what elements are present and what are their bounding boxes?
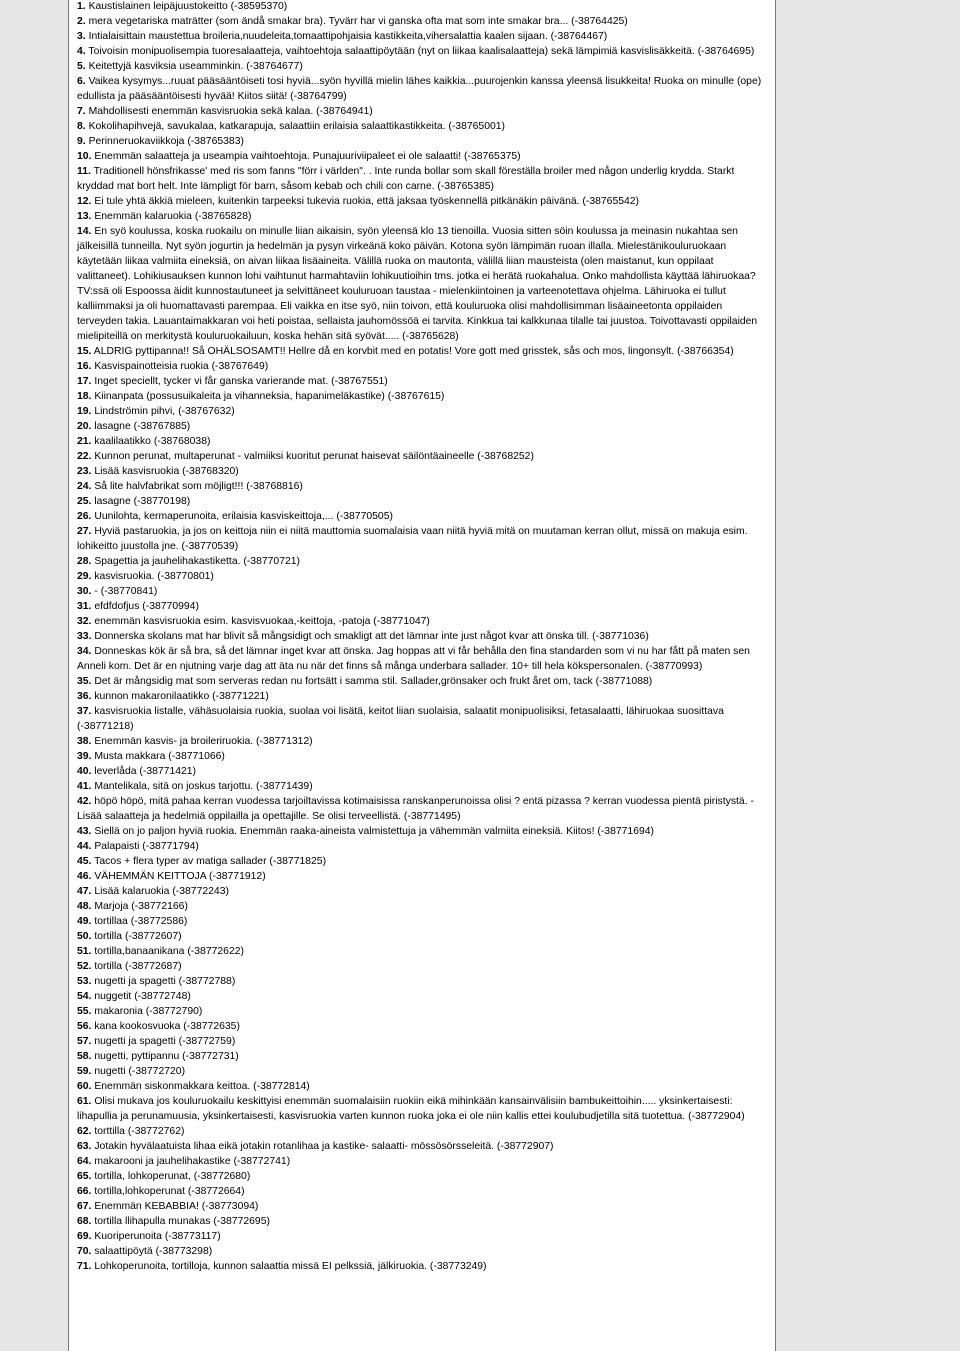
list-item — [77, 599, 767, 614]
item-number: 39. — [77, 751, 92, 762]
item-number: 5. — [77, 61, 86, 72]
item-text: Donneskas kök är så bra, så det lämnar inget kvar att önska. Jag hoppas att vi får behålla den fina standarden som vi nu har fått på maten sen Anneli kom. Det är en njutning varje dag att äta nu när det finns så många underbara sallader. 10+ till hela kökspersonalen. (-38770993) — [77, 646, 750, 672]
item-number: 49. — [77, 916, 92, 927]
item-text: Vaikea kysymys...ruuat pääsääntöiseti tosi hyviä...syön hyvillä mielin lähes kaikkia...puurojenkin kanssa yleensä lisukkeita! Ruoka on minulle (ope) edullista ja pääsääntöisesti hyvää! Kiitos siitä! (-38764799) — [77, 76, 762, 102]
item-text: Kuoriperunoita (-38773117) — [94, 1231, 221, 1242]
list-item — [77, 524, 767, 554]
list-item — [77, 194, 767, 209]
item-number: 59. — [77, 1066, 92, 1077]
list-item — [77, 749, 767, 764]
item-text: nugetti (-38772720) — [94, 1066, 186, 1077]
item-number: 24. — [77, 481, 92, 492]
item-number: 46. — [77, 871, 92, 882]
list-item — [77, 374, 767, 389]
item-number: 7. — [77, 106, 86, 117]
item-number: 1. — [77, 1, 86, 12]
list-item — [77, 854, 767, 869]
item-text: Intialaisittain maustettua broileria,nuudeleita,tomaattipohjaisia kastikkeita,vihersalattia kaalen sijaan. (-38764467) — [88, 31, 608, 42]
list-item — [77, 1154, 767, 1169]
item-text: tortilla, lohkoperunat, (-38772680) — [94, 1171, 251, 1182]
list-item — [77, 644, 767, 674]
list-item — [77, 1094, 767, 1124]
list-item — [77, 734, 767, 749]
list-item — [77, 509, 767, 524]
item-text: Kaustislainen leipäjuustokeitto (-38595370) — [88, 1, 288, 12]
item-text: En syö koulussa, koska ruokailu on minulle liian aikaisin, syön yleensä klo 13 tienoilla. Vuosia sitten söin koulussa ja meinasin nukahtaa sen jälkeisillä tunneilla. Nyt syön jogurtin ja hedelmän ja pysyn virkeänä koko päivän. Kotona syön lämpimän ruoan illalla. Mielestänikouluruokaan käytetään liikaa valmiita eineksiä, on aivan liikaa lisäaineita. Välillä ruoka on mautonta, välillä liian mausteista (olen maistanut, kun oppilaat valittaneet). Lohikiusauksen kunnon lohi vaihtunut harmahtaviin lohikuutioihin tms. jotka ei herätä ruokahalua. Onko mahdollista käyttää lähiruokaa? TV:ssä oli Espoossa äidit kunnostautuneet ja selvittäneet kouluruoan taustaa - mielenkiintoinen ja varteenotettava ohjelma. Lähiruoka ei tullut kalliimmaksi ja oli huomattavasti parempaa. Eli vaikka en itse syö, niin toivon, että kouluruoka olisi mahdollisimman lisäaineetonta oppilaiden terveyden takia. Lauantaimakkaran voi heti poistaa, sellaista jauhomössöä ei tarvita. Kinkkua tai kalkkunaa tilalle tai juustoa. Toivottavasti oppilaiden mielipiteillä on merkitystä kouluruokailuun, koska hehän sitä syövät..... (-38765628) — [77, 226, 758, 342]
list-item — [77, 209, 767, 224]
item-text: Kasvispainotteisia ruokia (-38767649) — [94, 361, 269, 372]
item-text: tortilla,banaanikana (-38772622) — [94, 946, 244, 957]
item-number: 66. — [77, 1186, 92, 1197]
item-number: 20. — [77, 421, 92, 432]
list-item — [77, 1199, 767, 1214]
list-item — [77, 404, 767, 419]
list-item — [77, 224, 767, 344]
item-text: kana kookosvuoka (-38772635) — [94, 1021, 240, 1032]
item-text: leverlåda (-38771421) — [94, 766, 197, 777]
list-item — [77, 1049, 767, 1064]
list-item — [77, 1184, 767, 1199]
item-number: 48. — [77, 901, 92, 912]
item-text: - (-38770841) — [94, 586, 158, 597]
item-number: 47. — [77, 886, 92, 897]
list-item — [77, 554, 767, 569]
item-number: 40. — [77, 766, 92, 777]
list-item — [77, 149, 767, 164]
item-text: Kiinanpata (possusuikaleita ja vihanneksia, hapanimeläkastike) (-38767615) — [94, 391, 445, 402]
item-text: Palapaisti (-38771794) — [94, 841, 199, 852]
item-number: 56. — [77, 1021, 92, 1032]
item-number: 68. — [77, 1216, 92, 1227]
item-number: 70. — [77, 1246, 92, 1257]
list-item — [77, 59, 767, 74]
item-text: Lindströmin pihvi, (-38767632) — [94, 406, 235, 417]
item-number: 22. — [77, 451, 92, 462]
item-number: 64. — [77, 1156, 92, 1167]
item-text: lasagne (-38767885) — [94, 421, 191, 432]
item-number: 55. — [77, 1006, 92, 1017]
list-item — [77, 944, 767, 959]
list-item — [77, 794, 767, 824]
list-item — [77, 1064, 767, 1079]
item-number: 13. — [77, 211, 92, 222]
list-item — [77, 584, 767, 599]
item-number: 14. — [77, 226, 92, 237]
item-text: Ei tule yhtä äkkiä mieleen, kuitenkin tarpeeksi tukevia ruokia, että jaksaa työskennellä pitkänäkin päivänä. (-38765542) — [94, 196, 640, 207]
list-item — [77, 164, 767, 194]
list-item — [77, 614, 767, 629]
item-number: 23. — [77, 466, 92, 477]
item-text: Uunilohta, kermaperunoita, erilaisia kasviskeittoja,... (-38770505) — [94, 511, 393, 522]
item-text: Mahdollisesti enemmän kasvisruokia sekä kalaa. (-38764941) — [88, 106, 373, 117]
item-number: 71. — [77, 1261, 92, 1272]
item-number: 61. — [77, 1096, 92, 1107]
item-text: Toivoisin monipuolisempia tuoresalaatteja, vaihtoehtoja salaattipöytään (nyt on liikaa kaalisalaatteja) sekä lämpimiä kasvislisäkkeitä. (-38764695) — [88, 46, 755, 57]
list-item — [77, 764, 767, 779]
list-item — [77, 494, 767, 509]
item-number: 36. — [77, 691, 92, 702]
response-list — [77, 0, 767, 1274]
list-item — [77, 1019, 767, 1034]
list-item — [77, 674, 767, 689]
item-number: 67. — [77, 1201, 92, 1212]
item-number: 2. — [77, 16, 86, 27]
item-number: 9. — [77, 136, 86, 147]
list-item — [77, 344, 767, 359]
item-text: torttilla (-38772762) — [94, 1126, 185, 1137]
list-item — [77, 1169, 767, 1184]
list-item — [77, 1034, 767, 1049]
list-item — [77, 989, 767, 1004]
list-item — [77, 1229, 767, 1244]
item-text: Jotakin hyvälaatuista lihaa eikä jotakin rotanlihaa ja kastike- salaatti- mössösörsseleitä. (-38772907) — [94, 1141, 554, 1152]
item-number: 18. — [77, 391, 92, 402]
item-text: enemmän kasvisruokia esim. kasvisvuokaa,-keittoja, -patoja (-38771047) — [94, 616, 430, 627]
item-text: tortillaa (-38772586) — [94, 916, 188, 927]
list-item — [77, 1214, 767, 1229]
list-item — [77, 974, 767, 989]
list-item — [77, 479, 767, 494]
item-number: 58. — [77, 1051, 92, 1062]
item-text: makaronia (-38772790) — [94, 1006, 203, 1017]
item-text: Lisää kalaruokia (-38772243) — [94, 886, 229, 897]
item-number: 69. — [77, 1231, 92, 1242]
list-item — [77, 389, 767, 404]
item-number: 57. — [77, 1036, 92, 1047]
item-text: Mantelikala, sitä on joskus tarjottu. (-38771439) — [94, 781, 313, 792]
item-text: Enemmän kasvis- ja broileriruokia. (-38771312) — [94, 736, 313, 747]
item-number: 26. — [77, 511, 92, 522]
item-number: 32. — [77, 616, 92, 627]
list-item — [77, 449, 767, 464]
item-number: 6. — [77, 76, 86, 87]
item-text: Musta makkara (-38771066) — [94, 751, 225, 762]
item-number: 41. — [77, 781, 92, 792]
item-number: 29. — [77, 571, 92, 582]
item-number: 63. — [77, 1141, 92, 1152]
item-number: 33. — [77, 631, 92, 642]
item-text: VÄHEMMÄN KEITTOJA (-38771912) — [94, 871, 266, 882]
item-number: 54. — [77, 991, 92, 1002]
item-text: Inget speciellt, tycker vi får ganska varierande mat. (-38767551) — [94, 376, 388, 387]
list-item — [77, 959, 767, 974]
list-item — [77, 704, 767, 734]
list-item — [77, 689, 767, 704]
item-text: tortilla (-38772687) — [94, 961, 182, 972]
list-item — [77, 29, 767, 44]
list-item — [77, 119, 767, 134]
item-text: Enemmän salaatteja ja useampia vaihtoehtoja. Punajuuriviipaleet ei ole salaatti! (-38765375) — [94, 151, 521, 162]
item-text: nuggetit (-38772748) — [94, 991, 191, 1002]
item-text: salaattipöytä (-38773298) — [94, 1246, 213, 1257]
item-text: höpö höpö, mitä pahaa kerran vuodessa tarjoiltavissa kotimaisissa ranskanperunoissa olisi ? entä pizassa ? kerran vuodessa pientä piristystä. - Lisää salaatteja ja hedelmiä oppilailla ja opettajille. Se olisi terveellistä. (-38771495) — [77, 796, 754, 822]
item-text: nugetti, pyttipannu (-38772731) — [94, 1051, 239, 1062]
item-text: ALDRIG pyttipanna!! Så OHÄLSOSAMT!! Hellre då en korvbit med en potatis! Vore gott med grisstek, sås och mos, lingonsylt. (-38766354) — [93, 346, 734, 357]
item-text: Keitettyjä kasviksia useamminkin. (-38764677) — [88, 61, 303, 72]
item-text: Kokolihapihvejä, savukalaa, katkarapuja, salaattiin erilaisia salaattikastikkeita. (-38765001) — [88, 121, 505, 132]
item-number: 16. — [77, 361, 92, 372]
item-text: tortilla (-38772607) — [94, 931, 182, 942]
item-text: Lisää kasvisruokia (-38768320) — [94, 466, 239, 477]
item-text: Traditionell hönsfrikasse' med ris som fanns "förr i världen". . Inte runda bollar som skall föreställa broiler med någon underlig krydda. Starkt kryddad mat bort helt. Inte lämpligt för barn, såsom kebab och chili con carne. (-38765385) — [77, 166, 735, 192]
list-item — [77, 464, 767, 479]
item-text: Donnerska skolans mat har blivit så mångsidigt och smakligt att det lämnar inte just något kvar att önska till. (-38771036) — [94, 631, 649, 642]
list-item — [77, 104, 767, 119]
item-number: 42. — [77, 796, 92, 807]
item-text: nugetti ja spagetti (-38772759) — [94, 1036, 236, 1047]
list-item — [77, 44, 767, 59]
item-text: Enemmän KEBABBIA! (-38773094) — [94, 1201, 259, 1212]
item-text: Perinneruokaviikkoja (-38765383) — [88, 136, 244, 147]
list-item — [77, 569, 767, 584]
item-number: 38. — [77, 736, 92, 747]
item-text: Spagettia ja jauhelihakastiketta. (-38770721) — [94, 556, 300, 567]
list-item — [77, 1244, 767, 1259]
item-text: lasagne (-38770198) — [94, 496, 191, 507]
item-number: 3. — [77, 31, 86, 42]
item-number: 10. — [77, 151, 92, 162]
list-item — [77, 839, 767, 854]
item-text: kaalilaatikko (-38768038) — [94, 436, 211, 447]
item-number: 28. — [77, 556, 92, 567]
list-item — [77, 884, 767, 899]
item-number: 60. — [77, 1081, 92, 1092]
item-number: 65. — [77, 1171, 92, 1182]
item-text: Enemmän kalaruokia (-38765828) — [94, 211, 252, 222]
item-number: 27. — [77, 526, 92, 537]
item-number: 19. — [77, 406, 92, 417]
list-item — [77, 1079, 767, 1094]
item-number: 53. — [77, 976, 92, 987]
item-number: 37. — [77, 706, 92, 717]
item-number: 21. — [77, 436, 92, 447]
item-text: Enemmän siskonmakkara keittoa. (-38772814) — [94, 1081, 310, 1092]
item-text: Siellä on jo paljon hyviä ruokia. Enemmän raaka-aineista valmistettuja ja vähemmän valmiita eineksiä. Kiitos! (-38771694) — [94, 826, 654, 837]
item-number: 43. — [77, 826, 92, 837]
item-number: 62. — [77, 1126, 92, 1137]
list-item — [77, 629, 767, 644]
item-text: Så lite halvfabrikat som möjligt!!! (-38768816) — [94, 481, 303, 492]
item-text: Hyviä pastaruokia, ja jos on keittoja niin ei niitä mauttomia suomalaisia vaan niitä hyviä mitä on muutaman kerran ollut, missä on makuja esim. lohikeitto juustolla jne. (-38770539) — [77, 526, 748, 552]
list-item — [77, 899, 767, 914]
item-number: 8. — [77, 121, 86, 132]
item-number: 45. — [77, 856, 92, 867]
item-number: 25. — [77, 496, 92, 507]
item-number: 4. — [77, 46, 86, 57]
item-text: nugetti ja spagetti (-38772788) — [94, 976, 236, 987]
item-number: 17. — [77, 376, 92, 387]
item-number: 30. — [77, 586, 92, 597]
item-text: mera vegetariska maträtter (som ändå smakar bra). Tyvärr har vi ganska ofta mat som inte smakar bra... (-38764425) — [88, 16, 628, 27]
item-number: 51. — [77, 946, 92, 957]
item-text: tortilla llihapulla munakas (-38772695) — [94, 1216, 270, 1227]
list-item — [77, 1139, 767, 1154]
item-text: Lohkoperunoita, tortilloja, kunnon salaattia missä EI pelkssiä, jälkiruokia. (-38773249) — [94, 1261, 487, 1272]
list-item — [77, 359, 767, 374]
list-item — [77, 74, 767, 104]
list-item — [77, 1259, 767, 1274]
document-page — [68, 0, 776, 1351]
item-text: Tacos + flera typer av matiga sallader (-38771825) — [94, 856, 327, 867]
item-text: makarooni ja jauhelihakastike (-38772741) — [94, 1156, 291, 1167]
item-number: 31. — [77, 601, 92, 612]
item-number: 12. — [77, 196, 92, 207]
list-item — [77, 0, 767, 14]
item-text: kasvisruokia. (-38770801) — [94, 571, 214, 582]
item-text: Olisi mukava jos kouluruokailu keskittyisi enemmän suomalaisiin ruokiin eikä mihinkään kansainvälisiin bambukeittoihin..... yksinkertaisesti: lihapullia ja perunamuusia, yksinkertaisesti, kasvisruokia varten kunnon ruoka joka ei ole niin kallis ettei koulubudjetilla sitä tuotettua. (-38772904) — [77, 1096, 745, 1122]
list-item — [77, 824, 767, 839]
item-text: Marjoja (-38772166) — [94, 901, 188, 912]
item-number: 52. — [77, 961, 92, 972]
list-item — [77, 434, 767, 449]
item-number: 35. — [77, 676, 92, 687]
item-number: 50. — [77, 931, 92, 942]
list-item — [77, 869, 767, 884]
item-text: efdfdofjus (-38770994) — [94, 601, 199, 612]
list-item — [77, 779, 767, 794]
list-item — [77, 914, 767, 929]
item-number: 11. — [77, 166, 91, 177]
list-item — [77, 1124, 767, 1139]
list-item — [77, 14, 767, 29]
item-number: 15. — [77, 346, 92, 357]
list-item — [77, 419, 767, 434]
item-text: Det är mångsidig mat som serveras redan nu fortsätt i samma stil. Sallader,grönsaker och frukt året om, tack (-38771088) — [94, 676, 653, 687]
item-number: 34. — [77, 646, 92, 657]
item-text: Kunnon perunat, multaperunat - valmiiksi kuoritut perunat haisevat säilöntäaineelle (-38768252) — [94, 451, 534, 462]
item-text: kunnon makaronilaatikko (-38771221) — [94, 691, 269, 702]
list-item — [77, 134, 767, 149]
item-text: kasvisruokia listalle, vähäsuolaisia ruokia, suolaa voi lisätä, keitot liian suolaisia, salaatit monipuolisiksi, fetasalaatti, lähiruokaa suosittava (-38771218) — [77, 706, 724, 732]
item-text: tortilla,lohkoperunat (-38772664) — [94, 1186, 245, 1197]
list-item — [77, 929, 767, 944]
item-number: 44. — [77, 841, 92, 852]
list-item — [77, 1004, 767, 1019]
